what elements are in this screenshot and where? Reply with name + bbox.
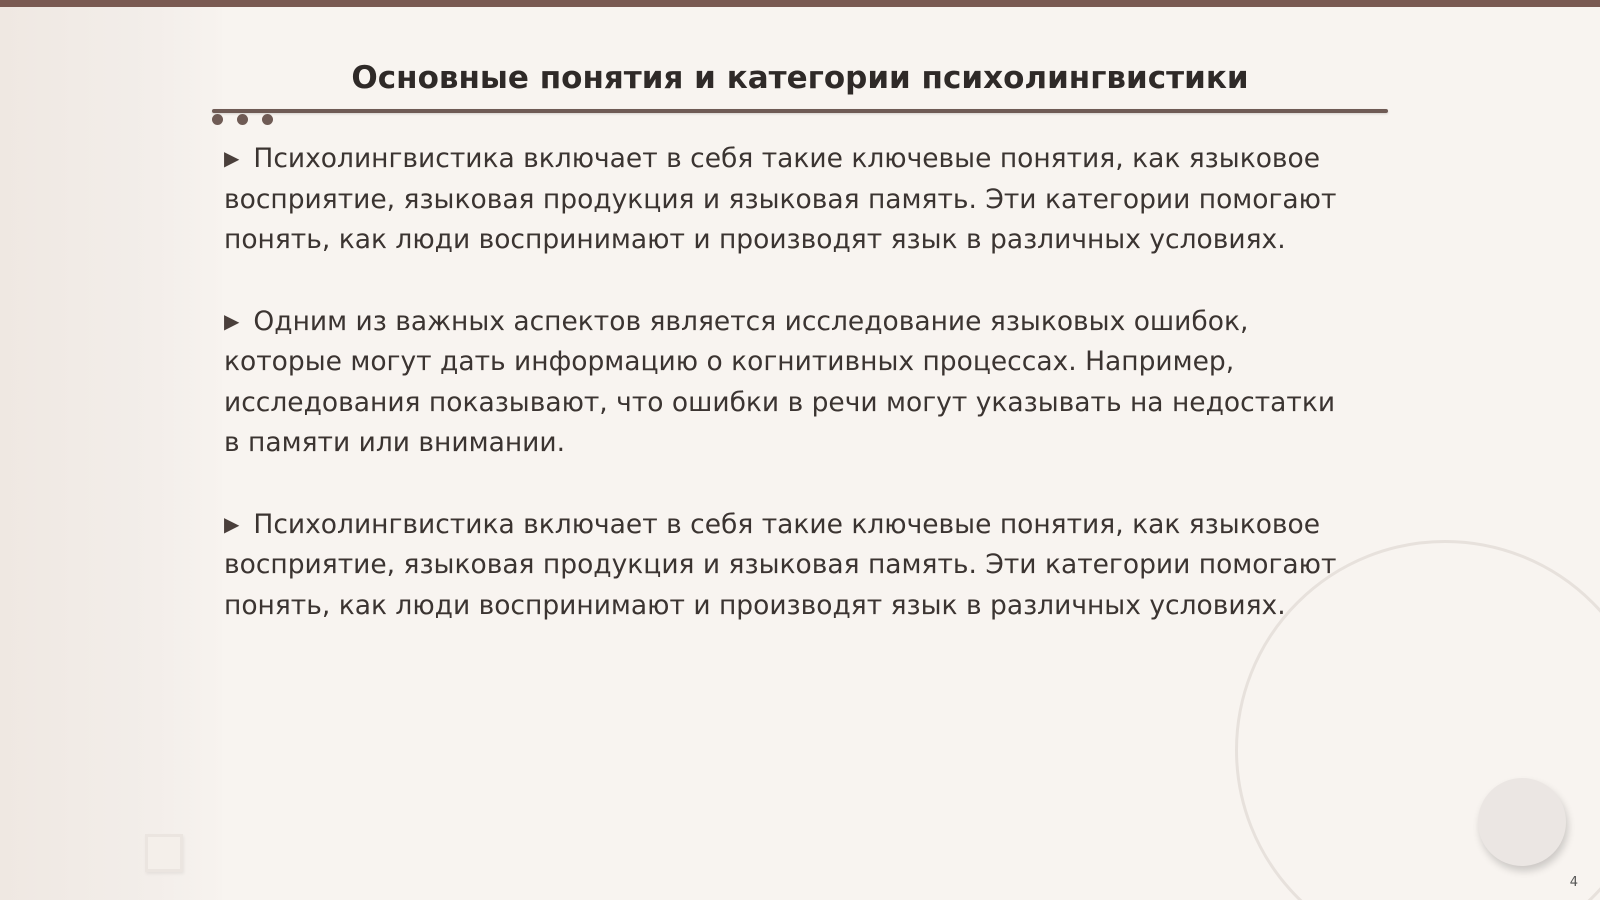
left-panel: [0, 7, 222, 900]
title-underline: [212, 109, 1388, 113]
top-accent-bar: [0, 0, 1600, 7]
bullet-item-3: [224, 504, 1354, 627]
dot-1: [212, 114, 223, 125]
bullet-text: Одним из важных аспектов является исследование языковых ошибок, которые могут дать информацию о когнитивных процессах. Например, исследования показывают, что ошибки в речи могут указывать на недостатки в памяти или внимании.: [224, 305, 1336, 458]
triangle-bullet-icon: ▶: [224, 511, 240, 536]
bullet-list: [224, 138, 1354, 666]
dot-3: [262, 114, 273, 125]
decorative-square: [145, 834, 183, 872]
bullet-text: Психолингвистика включает в себя такие ключевые понятия, как языковое восприятие, языковая продукция и языковая память. Эти категории помогают понять, как люди воспринимают и производят язык в различных условиях.: [224, 508, 1337, 621]
bullet-item-1: [224, 138, 1354, 261]
page-number: 4: [1569, 875, 1578, 890]
bullet-item-2: [224, 301, 1354, 464]
bullet-text: Психолингвистика включает в себя такие ключевые понятия, как языковое восприятие, языковая продукция и языковая память. Эти категории помогают понять, как люди воспринимают и производят язык в различных условиях.: [224, 143, 1337, 255]
triangle-bullet-icon: ▶: [224, 308, 240, 333]
decorative-circle-disc: [1478, 778, 1566, 866]
dot-2: [237, 114, 248, 125]
title-dots: [212, 114, 273, 126]
triangle-bullet-icon: ▶: [224, 146, 240, 170]
slide-title: Основные понятия и категории психолингвистики: [351, 60, 1249, 96]
